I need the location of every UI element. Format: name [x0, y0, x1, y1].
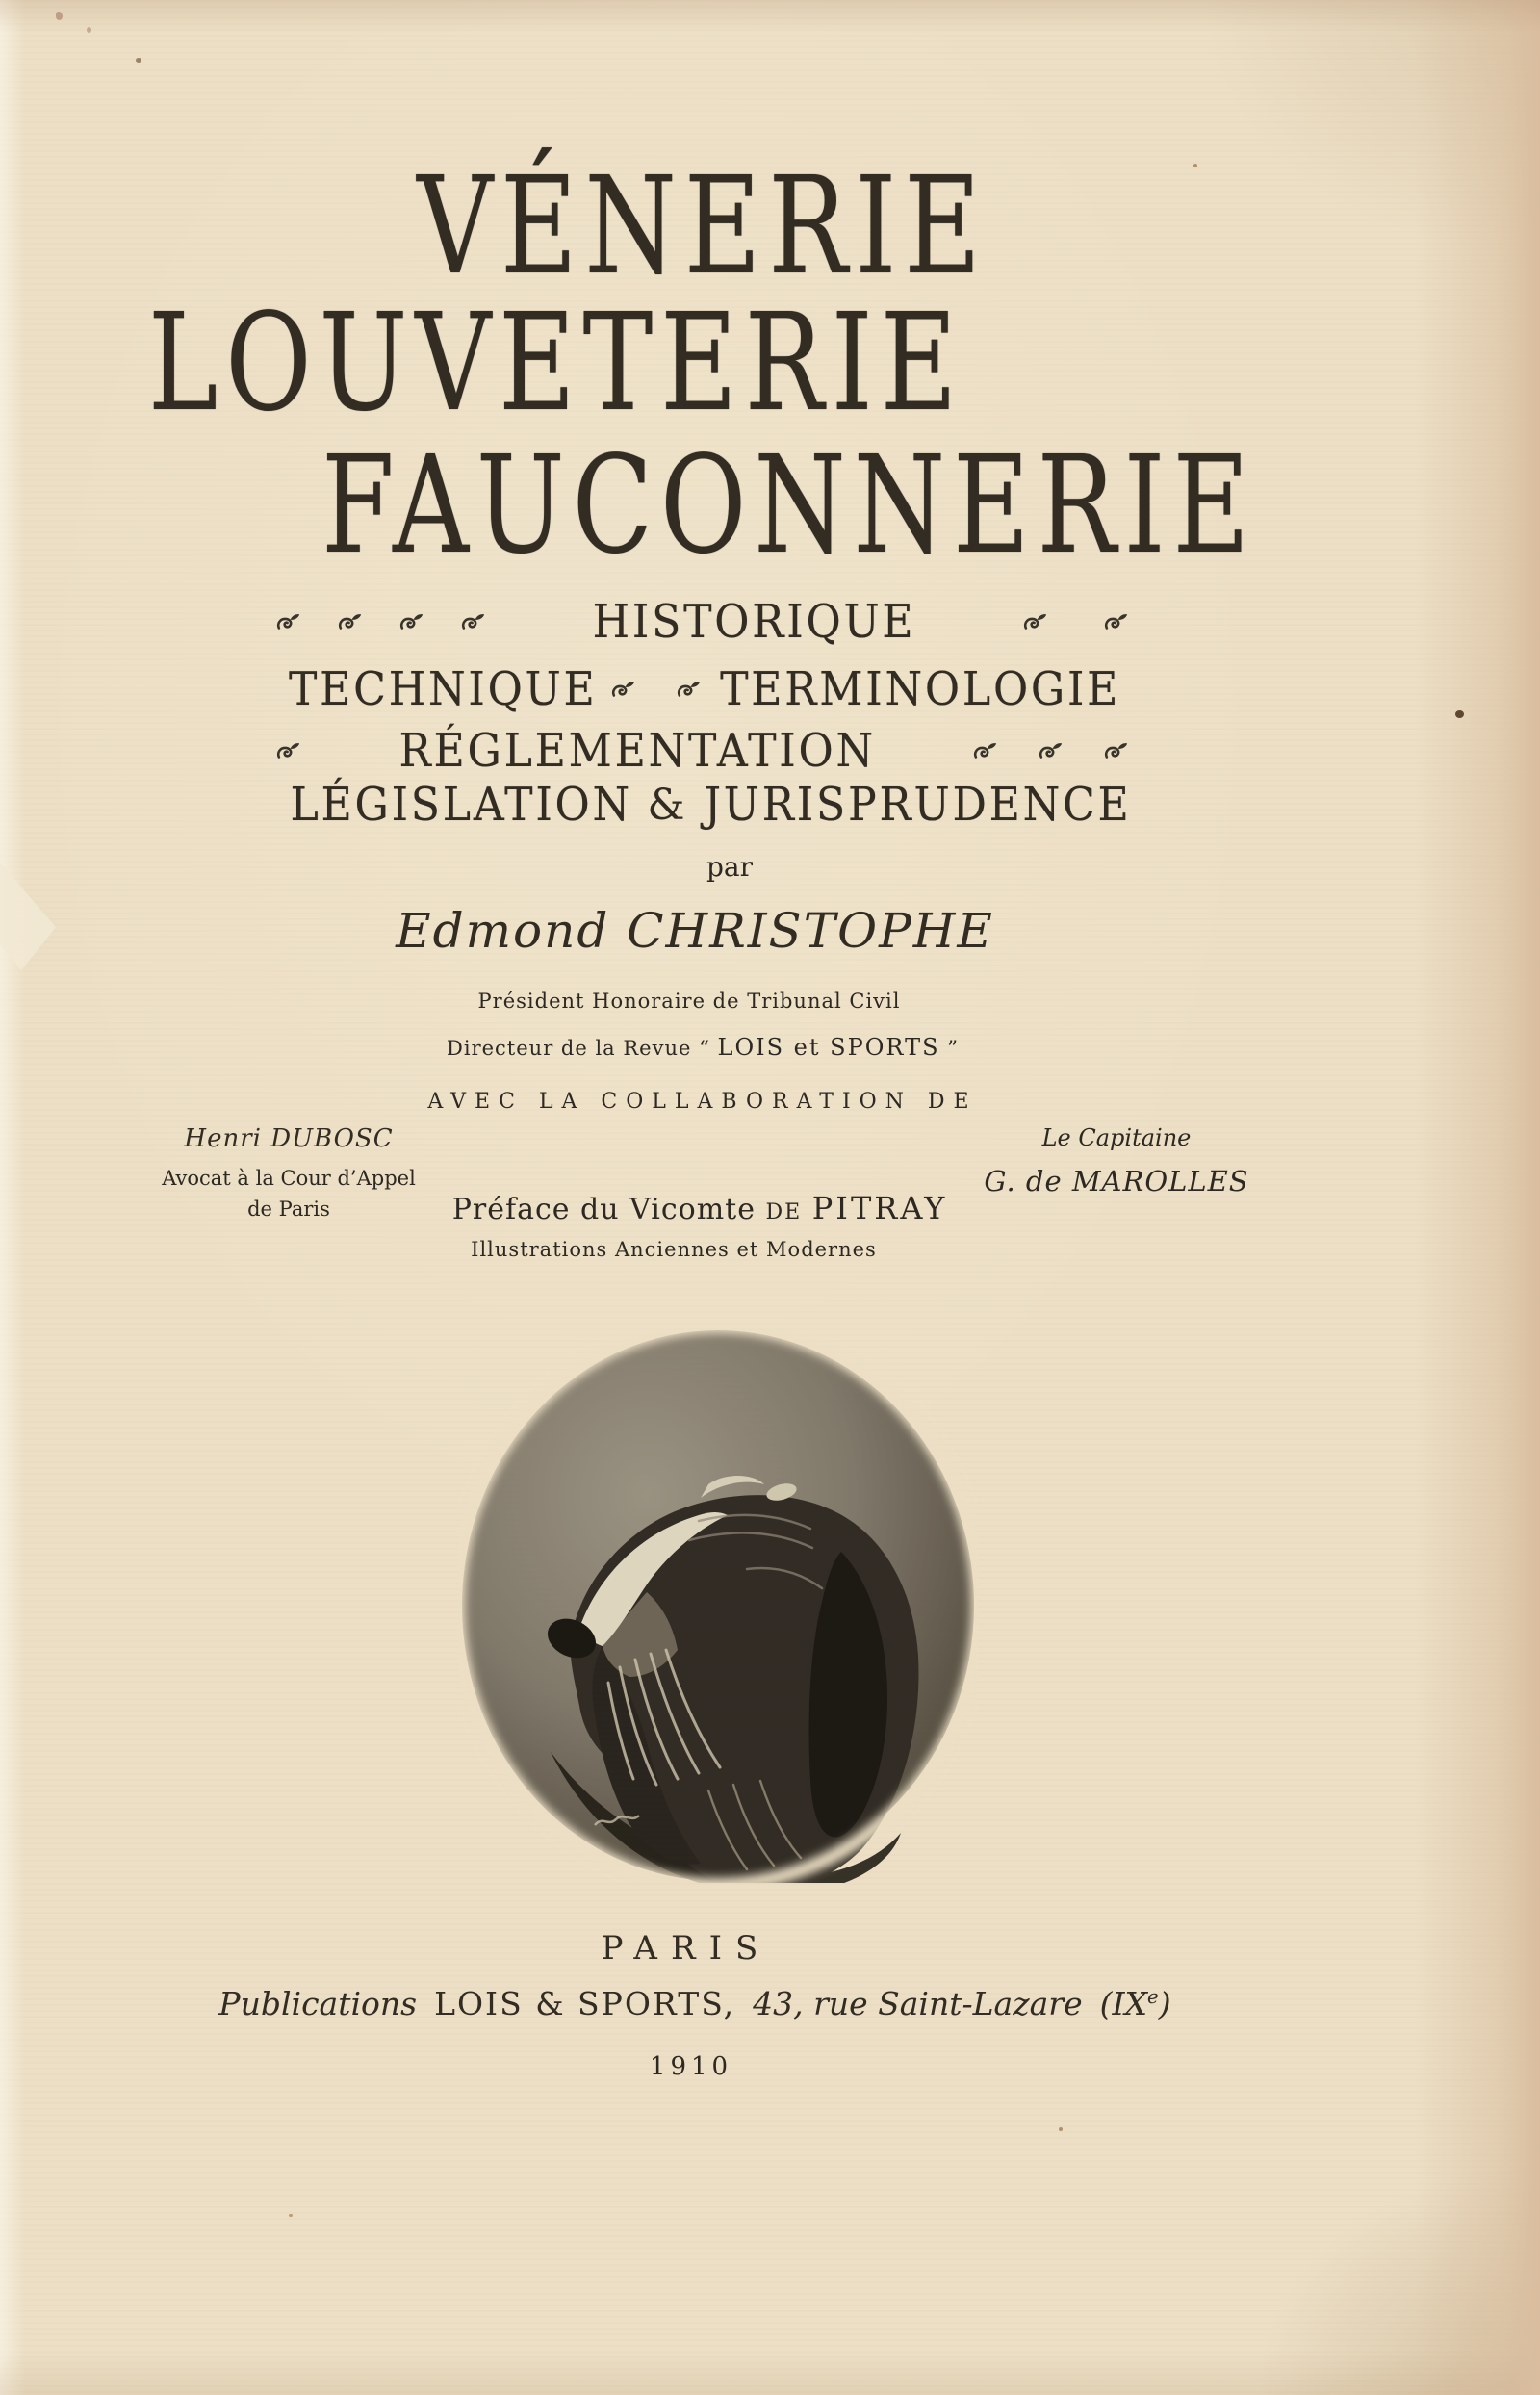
publisher-name: LOIS & SPORTS, — [434, 1985, 736, 2022]
fleuron-icon — [274, 738, 303, 764]
title-line-venerie: VÉNERIE — [417, 148, 988, 305]
imprint-publisher — [0, 1985, 1390, 2022]
paper-speck — [289, 2214, 293, 2217]
collaborator-right — [982, 1124, 1251, 1198]
subtitle-technique: TECHNIQUE — [288, 662, 598, 716]
subtitle-historique: HISTORIQUE — [593, 595, 916, 649]
district-close: ) — [1158, 1985, 1171, 2022]
imprint-city: PARIS — [601, 1929, 772, 1968]
author-role-1: Président Honoraire de Tribunal Civil — [477, 990, 901, 1013]
author-name: Edmond CHRISTOPHE — [396, 903, 994, 959]
byline-par: par — [706, 851, 753, 883]
fleuron-icon — [1102, 738, 1131, 764]
dog-engraving — [458, 1328, 978, 1883]
fleuron-group-right — [1022, 610, 1130, 633]
paper-speck — [136, 58, 141, 63]
fleuron-icon — [336, 609, 365, 635]
subtitle-legislation: LÉGISLATION — [290, 778, 632, 832]
paper-speck — [56, 12, 63, 20]
preface-pre: Préface du Vicomte — [451, 1193, 756, 1226]
publisher-address: 43, rue Saint-Lazare — [753, 1985, 1083, 2022]
fleuron-icon — [609, 677, 638, 703]
collaborator-left-role-2: de Paris — [247, 1198, 330, 1221]
fleuron-group-left — [275, 739, 302, 762]
illustrations-note: Illustrations Anciennes et Modernes — [471, 1238, 877, 1261]
collaborator-right-name: G. de MAROLLES — [984, 1165, 1249, 1198]
preface-credit — [0, 1190, 1399, 1226]
preface-de: DE — [765, 1200, 803, 1224]
imprint-year: 1910 — [649, 2052, 733, 2081]
fleuron-group-middle — [610, 678, 703, 701]
paper-speck — [87, 27, 91, 33]
preface-name: PITRAY — [811, 1190, 948, 1226]
fleuron-group-right — [972, 739, 1130, 762]
subtitle-jurisprudence: JURISPRUDENCE — [703, 778, 1132, 832]
fleuron-group-left — [275, 610, 487, 633]
subtitle-ampersand: & — [647, 780, 685, 830]
fleuron-icon — [1037, 738, 1065, 764]
fleuron-icon — [971, 738, 1000, 764]
publisher-district — [1100, 1985, 1171, 2022]
collaborator-left-role-1: Avocat à la Cour d’Appel — [162, 1167, 416, 1190]
fleuron-icon — [675, 677, 704, 703]
subtitle-row-4 — [275, 778, 1130, 832]
publisher-word: Publications — [218, 1985, 418, 2022]
author-role-2-caps: LOIS et SPORTS — [717, 1034, 940, 1061]
subtitle-reglementation: RÉGLEMENTATION — [398, 724, 876, 778]
district-open: (IX — [1099, 1985, 1148, 2022]
subtitle-row-3 — [275, 724, 1130, 778]
author-role-2-post: ” — [947, 1037, 959, 1060]
fleuron-icon — [274, 609, 303, 635]
subtitle-row-1 — [275, 595, 1130, 649]
district-superscript: e — [1147, 1986, 1159, 2008]
paper-speck — [1455, 710, 1464, 718]
fleuron-icon — [459, 609, 488, 635]
title-line-louveterie: LOUVETERIE — [147, 285, 965, 442]
collaboration-heading: AVEC LA COLLABORATION DE — [427, 1090, 978, 1114]
paper-speck — [1059, 2127, 1063, 2131]
collaborator-left-name: Henri DUBOSC — [184, 1124, 394, 1153]
subtitle-terminologie: TERMINOLOGIE — [720, 662, 1121, 716]
title-line-fauconnerie: FAUCONNERIE — [321, 427, 1257, 584]
fleuron-icon — [1102, 609, 1131, 635]
fleuron-icon — [398, 609, 426, 635]
fleuron-icon — [1021, 609, 1050, 635]
author-role-2-pre: Directeur de la Revue “ — [447, 1037, 710, 1060]
author-role-2 — [0, 1034, 1405, 1061]
collaborator-right-title: Le Capitaine — [1041, 1124, 1192, 1151]
subtitle-row-2 — [275, 662, 1130, 716]
